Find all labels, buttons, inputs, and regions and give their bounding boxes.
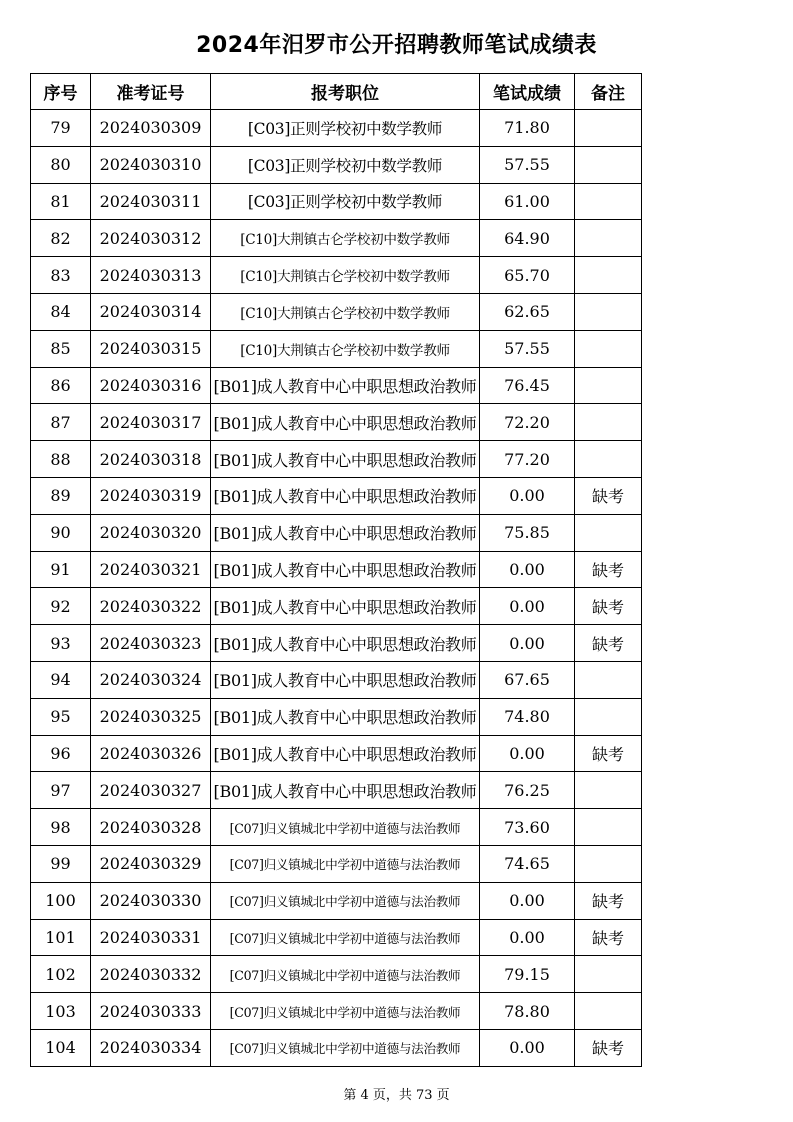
table-row — [31, 477, 642, 514]
cell-note — [575, 441, 642, 478]
cell-admission-ticket: 2024030325 — [91, 698, 211, 735]
cell-position: [B01]成人教育中心中职思想政治教师 — [211, 588, 480, 625]
table-row — [31, 293, 642, 330]
table-row — [31, 330, 642, 367]
cell-score: 57.55 — [480, 330, 575, 367]
cell-note: 缺考 — [575, 625, 642, 662]
cell-position: [C03]正则学校初中数学教师 — [211, 183, 480, 220]
table-row — [31, 551, 642, 588]
page-title: 2024年汨罗市公开招聘教师笔试成绩表 — [196, 33, 597, 58]
cell-score: 73.60 — [480, 809, 575, 846]
cell-position: [B01]成人教育中心中职思想政治教师 — [211, 367, 480, 404]
cell-score: 71.80 — [480, 110, 575, 147]
cell-note — [575, 809, 642, 846]
cell-note: 缺考 — [575, 1029, 642, 1066]
table-row — [31, 809, 642, 846]
cell-serial-number: 92 — [31, 588, 91, 625]
cell-admission-ticket: 2024030317 — [91, 404, 211, 441]
table-row — [31, 183, 642, 220]
cell-score: 67.65 — [480, 661, 575, 698]
cell-admission-ticket: 2024030310 — [91, 146, 211, 183]
cell-admission-ticket: 2024030320 — [91, 514, 211, 551]
cell-score: 57.55 — [480, 146, 575, 183]
table-row — [31, 845, 642, 882]
table-body — [31, 110, 642, 1067]
cell-admission-ticket: 2024030313 — [91, 257, 211, 294]
cell-serial-number: 85 — [31, 330, 91, 367]
cell-admission-ticket: 2024030309 — [91, 110, 211, 147]
cell-score: 78.80 — [480, 993, 575, 1030]
cell-score: 0.00 — [480, 1029, 575, 1066]
cell-score: 65.70 — [480, 257, 575, 294]
cell-score: 74.80 — [480, 698, 575, 735]
cell-position: [C10]大荆镇古仑学校初中数学教师 — [211, 330, 480, 367]
cell-note: 缺考 — [575, 919, 642, 956]
cell-position: [C07]归义镇城北中学初中道德与法治教师 — [211, 809, 480, 846]
cell-note: 缺考 — [575, 477, 642, 514]
cell-serial-number: 80 — [31, 146, 91, 183]
table-row — [31, 919, 642, 956]
cell-score: 0.00 — [480, 735, 575, 772]
cell-admission-ticket: 2024030316 — [91, 367, 211, 404]
cell-serial-number: 101 — [31, 919, 91, 956]
cell-note — [575, 698, 642, 735]
header-position: 报考职位 — [211, 74, 480, 110]
cell-score: 75.85 — [480, 514, 575, 551]
cell-serial-number: 104 — [31, 1029, 91, 1066]
cell-position: [B01]成人教育中心中职思想政治教师 — [211, 404, 480, 441]
cell-note — [575, 146, 642, 183]
cell-position: [B01]成人教育中心中职思想政治教师 — [211, 661, 480, 698]
cell-admission-ticket: 2024030321 — [91, 551, 211, 588]
cell-note — [575, 220, 642, 257]
table-row — [31, 588, 642, 625]
table-row — [31, 257, 642, 294]
page-footer: 第 4 页，共 73 页 — [343, 1088, 450, 1103]
cell-score: 0.00 — [480, 625, 575, 662]
table-row — [31, 993, 642, 1030]
table-row — [31, 735, 642, 772]
cell-position: [B01]成人教育中心中职思想政治教师 — [211, 625, 480, 662]
cell-score: 0.00 — [480, 551, 575, 588]
cell-serial-number: 99 — [31, 845, 91, 882]
cell-admission-ticket: 2024030324 — [91, 661, 211, 698]
cell-score: 72.20 — [480, 404, 575, 441]
cell-position: [C10]大荆镇古仑学校初中数学教师 — [211, 257, 480, 294]
cell-serial-number: 82 — [31, 220, 91, 257]
cell-admission-ticket: 2024030326 — [91, 735, 211, 772]
cell-admission-ticket: 2024030312 — [91, 220, 211, 257]
cell-position: [B01]成人教育中心中职思想政治教师 — [211, 698, 480, 735]
table-row — [31, 514, 642, 551]
cell-serial-number: 89 — [31, 477, 91, 514]
cell-serial-number: 86 — [31, 367, 91, 404]
cell-position: [C07]归义镇城北中学初中道德与法治教师 — [211, 845, 480, 882]
cell-position: [B01]成人教育中心中职思想政治教师 — [211, 772, 480, 809]
cell-position: [C07]归义镇城北中学初中道德与法治教师 — [211, 1029, 480, 1066]
cell-serial-number: 83 — [31, 257, 91, 294]
cell-serial-number: 95 — [31, 698, 91, 735]
table-row — [31, 956, 642, 993]
cell-position: [C07]归义镇城北中学初中道德与法治教师 — [211, 993, 480, 1030]
cell-serial-number: 103 — [31, 993, 91, 1030]
cell-serial-number: 102 — [31, 956, 91, 993]
table-row — [31, 661, 642, 698]
table-row — [31, 110, 642, 147]
cell-position: [C10]大荆镇古仑学校初中数学教师 — [211, 293, 480, 330]
cell-position: [C03]正则学校初中数学教师 — [211, 146, 480, 183]
cell-serial-number: 100 — [31, 882, 91, 919]
header-score: 笔试成绩 — [480, 74, 575, 110]
cell-position: [B01]成人教育中心中职思想政治教师 — [211, 551, 480, 588]
cell-note: 缺考 — [575, 551, 642, 588]
scores-table — [30, 73, 642, 1067]
cell-serial-number: 90 — [31, 514, 91, 551]
cell-admission-ticket: 2024030314 — [91, 293, 211, 330]
cell-note — [575, 330, 642, 367]
cell-serial-number: 79 — [31, 110, 91, 147]
cell-score: 74.65 — [480, 845, 575, 882]
cell-score: 61.00 — [480, 183, 575, 220]
cell-position: [B01]成人教育中心中职思想政治教师 — [211, 477, 480, 514]
cell-admission-ticket: 2024030329 — [91, 845, 211, 882]
header-row — [31, 74, 642, 110]
cell-note — [575, 367, 642, 404]
cell-position: [C03]正则学校初中数学教师 — [211, 110, 480, 147]
cell-position: [C07]归义镇城北中学初中道德与法治教师 — [211, 956, 480, 993]
cell-position: [C07]归义镇城北中学初中道德与法治教师 — [211, 882, 480, 919]
cell-score: 64.90 — [480, 220, 575, 257]
cell-serial-number: 91 — [31, 551, 91, 588]
table-row — [31, 1029, 642, 1066]
cell-note — [575, 183, 642, 220]
cell-serial-number: 94 — [31, 661, 91, 698]
cell-serial-number: 81 — [31, 183, 91, 220]
cell-position: [C07]归义镇城北中学初中道德与法治教师 — [211, 919, 480, 956]
cell-score: 0.00 — [480, 477, 575, 514]
cell-serial-number: 98 — [31, 809, 91, 846]
cell-position: [B01]成人教育中心中职思想政治教师 — [211, 735, 480, 772]
cell-position: [C10]大荆镇古仑学校初中数学教师 — [211, 220, 480, 257]
cell-serial-number: 84 — [31, 293, 91, 330]
header-admission-ticket: 准考证号 — [91, 74, 211, 110]
header-serial-number: 序号 — [31, 74, 91, 110]
cell-score: 76.25 — [480, 772, 575, 809]
cell-position: [B01]成人教育中心中职思想政治教师 — [211, 514, 480, 551]
cell-admission-ticket: 2024030315 — [91, 330, 211, 367]
cell-admission-ticket: 2024030327 — [91, 772, 211, 809]
table-row — [31, 625, 642, 662]
cell-score: 76.45 — [480, 367, 575, 404]
table-row — [31, 220, 642, 257]
cell-serial-number: 93 — [31, 625, 91, 662]
cell-note — [575, 293, 642, 330]
cell-score: 77.20 — [480, 441, 575, 478]
cell-note — [575, 661, 642, 698]
cell-admission-ticket: 2024030333 — [91, 993, 211, 1030]
cell-note — [575, 956, 642, 993]
cell-note — [575, 404, 642, 441]
cell-admission-ticket: 2024030332 — [91, 956, 211, 993]
cell-admission-ticket: 2024030319 — [91, 477, 211, 514]
cell-score: 0.00 — [480, 588, 575, 625]
cell-admission-ticket: 2024030318 — [91, 441, 211, 478]
cell-score: 79.15 — [480, 956, 575, 993]
table-row — [31, 882, 642, 919]
cell-serial-number: 87 — [31, 404, 91, 441]
cell-note: 缺考 — [575, 735, 642, 772]
cell-note — [575, 257, 642, 294]
table-row — [31, 441, 642, 478]
table-row — [31, 772, 642, 809]
cell-note — [575, 772, 642, 809]
cell-note: 缺考 — [575, 588, 642, 625]
cell-admission-ticket: 2024030311 — [91, 183, 211, 220]
cell-score: 0.00 — [480, 919, 575, 956]
cell-score: 62.65 — [480, 293, 575, 330]
cell-position: [B01]成人教育中心中职思想政治教师 — [211, 441, 480, 478]
cell-admission-ticket: 2024030331 — [91, 919, 211, 956]
cell-note — [575, 110, 642, 147]
cell-serial-number: 96 — [31, 735, 91, 772]
cell-serial-number: 88 — [31, 441, 91, 478]
cell-note — [575, 993, 642, 1030]
cell-admission-ticket: 2024030322 — [91, 588, 211, 625]
cell-admission-ticket: 2024030334 — [91, 1029, 211, 1066]
table-row — [31, 404, 642, 441]
cell-note — [575, 845, 642, 882]
table-row — [31, 367, 642, 404]
header-note: 备注 — [575, 74, 642, 110]
cell-admission-ticket: 2024030323 — [91, 625, 211, 662]
cell-note: 缺考 — [575, 882, 642, 919]
table-row — [31, 146, 642, 183]
cell-note — [575, 514, 642, 551]
cell-admission-ticket: 2024030330 — [91, 882, 211, 919]
cell-score: 0.00 — [480, 882, 575, 919]
cell-admission-ticket: 2024030328 — [91, 809, 211, 846]
cell-serial-number: 97 — [31, 772, 91, 809]
table-row — [31, 698, 642, 735]
